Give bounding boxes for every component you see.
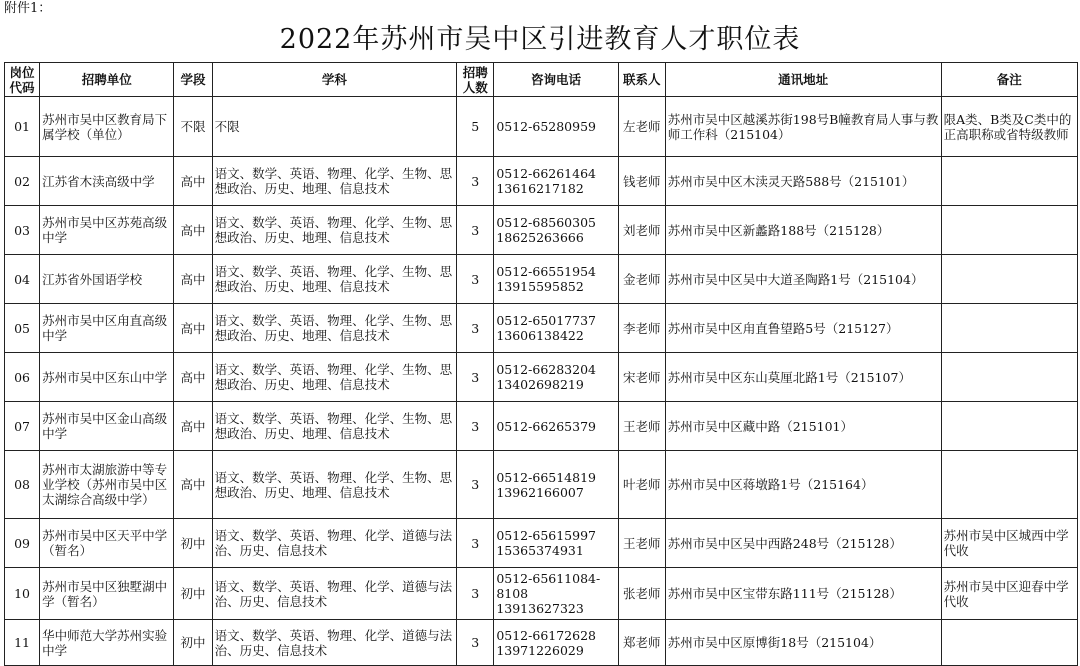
cell-phone: 0512-65611084-8108 13913627323	[494, 568, 618, 620]
cell-subjects: 不限	[212, 97, 457, 157]
cell-subjects: 语文、数学、英语、物理、化学、生物、思想政治、历史、地理、信息技术	[212, 206, 457, 255]
cell-phone: 0512-68560305 18625263666	[494, 206, 618, 255]
table-row	[5, 402, 1078, 451]
cell-unit: 苏州市吴中区教育局下属学校（单位）	[40, 97, 174, 157]
header-subjects: 学科	[212, 63, 457, 97]
cell-stage: 高中	[174, 451, 212, 519]
cell-stage: 不限	[174, 97, 212, 157]
cell-phone: 0512-66514819 13962166007	[494, 451, 618, 519]
cell-note	[941, 255, 1077, 304]
cell-contact: 金老师	[618, 255, 665, 304]
table-row	[5, 451, 1078, 519]
cell-code: 04	[5, 255, 40, 304]
table-row	[5, 255, 1078, 304]
cell-note: 苏州市吴中区城西中学代收	[941, 519, 1077, 568]
table-row	[5, 206, 1078, 255]
cell-count: 5	[457, 97, 494, 157]
table-row	[5, 568, 1078, 620]
cell-address: 苏州市吴中区甪直鲁望路5号（215127）	[665, 304, 941, 353]
cell-code: 07	[5, 402, 40, 451]
cell-phone: 0512-65615997 15365374931	[494, 519, 618, 568]
cell-code: 11	[5, 620, 40, 666]
cell-note	[941, 451, 1077, 519]
cell-contact: 刘老师	[618, 206, 665, 255]
cell-stage: 初中	[174, 620, 212, 666]
cell-code: 09	[5, 519, 40, 568]
cell-stage: 高中	[174, 157, 212, 206]
table-row	[5, 353, 1078, 402]
cell-phone: 0512-65017737 13606138422	[494, 304, 618, 353]
cell-address: 苏州市吴中区蒋墩路1号（215164）	[665, 451, 941, 519]
cell-unit: 苏州市吴中区东山中学	[40, 353, 174, 402]
cell-unit: 苏州市吴中区天平中学（暂名）	[40, 519, 174, 568]
cell-count: 3	[457, 304, 494, 353]
cell-subjects: 语文、数学、英语、物理、化学、生物、思想政治、历史、地理、信息技术	[212, 255, 457, 304]
cell-count: 3	[457, 402, 494, 451]
cell-contact: 钱老师	[618, 157, 665, 206]
cell-count: 3	[457, 519, 494, 568]
cell-stage: 初中	[174, 568, 212, 620]
header-unit: 招聘单位	[40, 63, 174, 97]
cell-count: 3	[457, 620, 494, 666]
table-row	[5, 519, 1078, 568]
cell-contact: 郑老师	[618, 620, 665, 666]
attachment-label: 附件1：	[4, 1, 52, 16]
cell-subjects: 语文、数学、英语、物理、化学、道德与法治、历史、信息技术	[212, 568, 457, 620]
cell-address: 苏州市吴中区木渎灵天路588号（215101）	[665, 157, 941, 206]
cell-count: 3	[457, 157, 494, 206]
cell-unit: 苏州市吴中区独墅湖中学（暂名）	[40, 568, 174, 620]
cell-code: 10	[5, 568, 40, 620]
cell-code: 02	[5, 157, 40, 206]
cell-note	[941, 157, 1077, 206]
cell-note	[941, 620, 1077, 666]
cell-subjects: 语文、数学、英语、物理、化学、生物、思想政治、历史、地理、信息技术	[212, 304, 457, 353]
cell-contact: 叶老师	[618, 451, 665, 519]
cell-unit: 苏州市吴中区金山高级中学	[40, 402, 174, 451]
table-header-row	[5, 63, 1078, 97]
cell-subjects: 语文、数学、英语、物理、化学、生物、思想政治、历史、地理、信息技术	[212, 353, 457, 402]
cell-phone: 0512-66283204 13402698219	[494, 353, 618, 402]
cell-address: 苏州市吴中区吴中大道圣陶路1号（215104）	[665, 255, 941, 304]
cell-stage: 高中	[174, 255, 212, 304]
positions-table	[4, 62, 1078, 666]
cell-subjects: 语文、数学、英语、物理、化学、生物、思想政治、历史、地理、信息技术	[212, 157, 457, 206]
cell-address: 苏州市吴中区越溪苏街198号B幢教育局人事与教师工作科（215104）	[665, 97, 941, 157]
header-code: 岗位代码	[5, 63, 40, 97]
cell-phone: 0512-66265379	[494, 402, 618, 451]
cell-address: 苏州市吴中区吴中西路248号（215128）	[665, 519, 941, 568]
header-contact: 联系人	[618, 63, 665, 97]
table-row	[5, 304, 1078, 353]
cell-address: 苏州市吴中区新蠡路188号（215128）	[665, 206, 941, 255]
cell-contact: 张老师	[618, 568, 665, 620]
cell-contact: 左老师	[618, 97, 665, 157]
cell-code: 01	[5, 97, 40, 157]
cell-address: 苏州市吴中区东山莫厘北路1号（215107）	[665, 353, 941, 402]
cell-subjects: 语文、数学、英语、物理、化学、道德与法治、历史、信息技术	[212, 620, 457, 666]
cell-contact: 李老师	[618, 304, 665, 353]
cell-unit: 江苏省木渎高级中学	[40, 157, 174, 206]
cell-code: 06	[5, 353, 40, 402]
cell-subjects: 语文、数学、英语、物理、化学、生物、思想政治、历史、地理、信息技术	[212, 402, 457, 451]
cell-code: 03	[5, 206, 40, 255]
cell-stage: 高中	[174, 353, 212, 402]
cell-address: 苏州市吴中区原博街18号（215104）	[665, 620, 941, 666]
cell-note	[941, 304, 1077, 353]
cell-stage: 高中	[174, 206, 212, 255]
cell-address: 苏州市吴中区宝带东路111号（215128）	[665, 568, 941, 620]
table-row	[5, 97, 1078, 157]
cell-note	[941, 206, 1077, 255]
header-count: 招聘人数	[457, 63, 494, 97]
cell-subjects: 语文、数学、英语、物理、化学、道德与法治、历史、信息技术	[212, 519, 457, 568]
cell-count: 3	[457, 255, 494, 304]
cell-unit: 苏州市吴中区苏苑高级中学	[40, 206, 174, 255]
cell-phone: 0512-66172628 13971226029	[494, 620, 618, 666]
header-phone: 咨询电话	[494, 63, 618, 97]
cell-address: 苏州市吴中区藏中路（215101）	[665, 402, 941, 451]
cell-phone: 0512-65280959	[494, 97, 618, 157]
cell-contact: 宋老师	[618, 353, 665, 402]
cell-unit: 苏州市太湖旅游中等专业学校（苏州市吴中区太湖综合高级中学）	[40, 451, 174, 519]
table-row	[5, 157, 1078, 206]
cell-note	[941, 353, 1077, 402]
header-note: 备注	[941, 63, 1077, 97]
cell-unit: 江苏省外国语学校	[40, 255, 174, 304]
cell-stage: 高中	[174, 402, 212, 451]
cell-count: 3	[457, 568, 494, 620]
table-row	[5, 620, 1078, 666]
cell-unit: 华中师范大学苏州实验中学	[40, 620, 174, 666]
cell-note	[941, 402, 1077, 451]
cell-phone: 0512-66261464 13616217182	[494, 157, 618, 206]
cell-phone: 0512-66551954 13915595852	[494, 255, 618, 304]
header-stage: 学段	[174, 63, 212, 97]
cell-contact: 王老师	[618, 402, 665, 451]
page-title: 2022年苏州市吴中区引进教育人才职位表	[279, 24, 801, 55]
cell-code: 08	[5, 451, 40, 519]
header-address: 通讯地址	[665, 63, 941, 97]
cell-note: 限A类、B类及C类中的正高职称或省特级教师	[941, 97, 1077, 157]
cell-unit: 苏州市吴中区甪直高级中学	[40, 304, 174, 353]
cell-count: 3	[457, 206, 494, 255]
cell-code: 05	[5, 304, 40, 353]
cell-contact: 王老师	[618, 519, 665, 568]
cell-stage: 高中	[174, 304, 212, 353]
cell-subjects: 语文、数学、英语、物理、化学、生物、思想政治、历史、地理、信息技术	[212, 451, 457, 519]
cell-stage: 初中	[174, 519, 212, 568]
cell-count: 3	[457, 451, 494, 519]
cell-note: 苏州市吴中区迎春中学代收	[941, 568, 1077, 620]
cell-count: 3	[457, 353, 494, 402]
